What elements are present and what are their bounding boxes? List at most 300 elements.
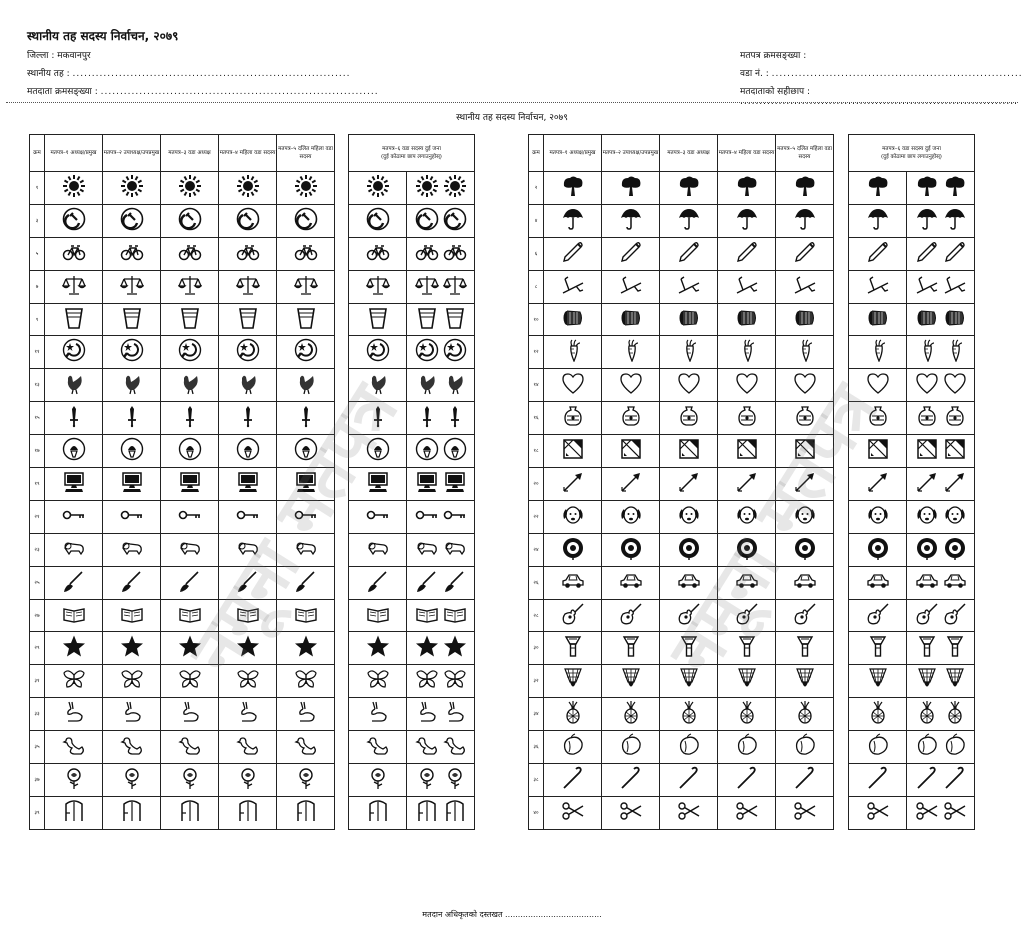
serial-number: २ — [529, 172, 544, 205]
vote-cell[interactable] — [219, 500, 277, 533]
vote-cell[interactable] — [349, 336, 407, 369]
bicycle-icon — [294, 249, 318, 268]
vote-cell[interactable] — [161, 731, 219, 764]
vote-cell[interactable] — [45, 468, 103, 501]
vote-cell[interactable] — [277, 172, 335, 205]
vote-cell[interactable] — [219, 237, 277, 270]
vote-cell[interactable] — [219, 336, 277, 369]
vote-cell[interactable] — [849, 599, 907, 632]
vote-cell[interactable] — [349, 599, 407, 632]
vote-cell[interactable] — [219, 369, 277, 402]
vote-cell-double[interactable] — [907, 303, 975, 336]
vote-cell-double[interactable] — [907, 599, 975, 632]
vote-cell[interactable] — [776, 698, 834, 731]
vote-cell[interactable] — [602, 796, 660, 829]
vote-cell[interactable] — [776, 632, 834, 665]
vote-cell[interactable] — [718, 566, 776, 599]
vote-cell-double[interactable] — [407, 566, 475, 599]
vote-cell[interactable] — [660, 500, 718, 533]
vote-cell[interactable] — [718, 336, 776, 369]
vote-cell[interactable] — [45, 270, 103, 303]
vote-cell[interactable] — [602, 468, 660, 501]
vote-cell[interactable] — [849, 468, 907, 501]
vote-cell[interactable] — [161, 698, 219, 731]
vote-cell-double[interactable] — [907, 468, 975, 501]
vote-cell[interactable] — [544, 698, 602, 731]
vote-cell-double[interactable] — [907, 402, 975, 435]
vote-cell[interactable] — [349, 698, 407, 731]
tree-icon — [943, 183, 967, 202]
tree-icon — [561, 183, 585, 202]
vote-cell[interactable] — [277, 764, 335, 797]
vote-cell[interactable] — [849, 435, 907, 468]
vote-cell[interactable] — [219, 764, 277, 797]
vote-cell-double[interactable] — [907, 665, 975, 698]
vote-cell[interactable] — [45, 402, 103, 435]
vote-cell[interactable] — [718, 698, 776, 731]
vote-cell[interactable] — [718, 665, 776, 698]
vote-cell-double[interactable] — [407, 632, 475, 665]
vote-cell[interactable] — [277, 632, 335, 665]
vote-cell[interactable] — [277, 435, 335, 468]
vote-cell[interactable] — [602, 402, 660, 435]
vote-cell[interactable] — [660, 566, 718, 599]
vote-cell[interactable] — [161, 237, 219, 270]
vote-cell[interactable] — [660, 270, 718, 303]
vote-cell[interactable] — [660, 468, 718, 501]
vote-cell[interactable] — [849, 533, 907, 566]
vote-cell[interactable] — [349, 270, 407, 303]
vote-cell[interactable] — [602, 599, 660, 632]
vote-cell[interactable] — [219, 566, 277, 599]
vote-cell[interactable] — [219, 303, 277, 336]
vote-cell[interactable] — [45, 237, 103, 270]
vote-cell[interactable] — [103, 500, 161, 533]
vote-cell[interactable] — [849, 369, 907, 402]
vote-cell[interactable] — [544, 731, 602, 764]
vote-cell[interactable] — [776, 468, 834, 501]
vote-cell[interactable] — [45, 435, 103, 468]
vote-cell[interactable] — [776, 566, 834, 599]
vote-cell[interactable] — [660, 665, 718, 698]
vote-cell-double[interactable] — [907, 698, 975, 731]
vote-cell[interactable] — [849, 566, 907, 599]
vote-cell[interactable] — [776, 237, 834, 270]
vote-cell[interactable] — [602, 731, 660, 764]
vote-cell[interactable] — [849, 698, 907, 731]
vote-cell[interactable] — [718, 402, 776, 435]
vote-cell[interactable] — [849, 665, 907, 698]
vote-cell[interactable] — [103, 665, 161, 698]
vote-cell[interactable] — [349, 468, 407, 501]
vote-cell[interactable] — [602, 204, 660, 237]
vote-cell[interactable] — [45, 369, 103, 402]
vote-cell[interactable] — [161, 435, 219, 468]
vote-cell[interactable] — [161, 566, 219, 599]
vote-cell[interactable] — [103, 731, 161, 764]
vote-cell[interactable] — [277, 796, 335, 829]
vote-cell[interactable] — [544, 665, 602, 698]
vote-cell[interactable] — [45, 303, 103, 336]
vote-cell[interactable] — [219, 731, 277, 764]
vote-cell[interactable] — [660, 369, 718, 402]
vote-cell[interactable] — [660, 764, 718, 797]
plough-icon — [677, 282, 701, 301]
vote-cell[interactable] — [161, 402, 219, 435]
vote-cell[interactable] — [219, 599, 277, 632]
vote-cell-double[interactable] — [407, 204, 475, 237]
vote-cell[interactable] — [849, 632, 907, 665]
vote-cell[interactable] — [277, 204, 335, 237]
vote-cell[interactable] — [718, 270, 776, 303]
vote-cell[interactable] — [660, 533, 718, 566]
vote-cell[interactable] — [544, 303, 602, 336]
vote-cell[interactable] — [776, 369, 834, 402]
vote-cell[interactable] — [544, 270, 602, 303]
vote-cell[interactable] — [103, 270, 161, 303]
vote-cell[interactable] — [277, 665, 335, 698]
vote-cell[interactable] — [660, 237, 718, 270]
vote-cell[interactable] — [544, 632, 602, 665]
vote-cell[interactable] — [849, 270, 907, 303]
vote-cell[interactable] — [349, 665, 407, 698]
vote-cell[interactable] — [849, 402, 907, 435]
vote-cell[interactable] — [776, 303, 834, 336]
vote-cell[interactable] — [277, 402, 335, 435]
vote-cell[interactable] — [161, 172, 219, 205]
vote-cell[interactable] — [602, 566, 660, 599]
vote-cell[interactable] — [544, 796, 602, 829]
vote-cell[interactable] — [45, 599, 103, 632]
vote-cell[interactable] — [45, 204, 103, 237]
vote-cell-double[interactable] — [407, 336, 475, 369]
vote-cell[interactable] — [349, 764, 407, 797]
key-icon — [236, 512, 260, 531]
vote-cell[interactable] — [660, 303, 718, 336]
vote-cell[interactable] — [161, 303, 219, 336]
vote-cell[interactable] — [349, 796, 407, 829]
vote-cell[interactable] — [277, 599, 335, 632]
vote-cell[interactable] — [161, 336, 219, 369]
vote-cell[interactable] — [219, 665, 277, 698]
vote-cell[interactable] — [277, 698, 335, 731]
vote-cell[interactable] — [602, 533, 660, 566]
vote-cell[interactable] — [103, 468, 161, 501]
vote-cell[interactable] — [544, 764, 602, 797]
vote-cell[interactable] — [602, 237, 660, 270]
vote-cell-double[interactable] — [907, 369, 975, 402]
mango-icon — [915, 742, 939, 761]
vote-cell[interactable] — [349, 435, 407, 468]
vote-cell[interactable] — [660, 402, 718, 435]
vote-cell-double[interactable] — [407, 665, 475, 698]
vote-cell[interactable] — [602, 500, 660, 533]
vote-cell[interactable] — [849, 796, 907, 829]
vote-cell[interactable] — [602, 369, 660, 402]
pot-icon — [561, 413, 585, 432]
vote-cell[interactable] — [776, 204, 834, 237]
vote-cell[interactable] — [602, 764, 660, 797]
vote-cell[interactable] — [103, 796, 161, 829]
vote-cell[interactable] — [849, 204, 907, 237]
vote-cell[interactable] — [718, 599, 776, 632]
vote-cell[interactable] — [776, 402, 834, 435]
vote-cell-double[interactable] — [407, 369, 475, 402]
vote-cell[interactable] — [718, 533, 776, 566]
vote-cell[interactable] — [103, 172, 161, 205]
vote-cell[interactable] — [718, 172, 776, 205]
vote-cell[interactable] — [776, 731, 834, 764]
vote-cell[interactable] — [219, 402, 277, 435]
butterfly-icon — [62, 676, 86, 695]
vote-cell[interactable] — [45, 698, 103, 731]
vote-cell[interactable] — [544, 172, 602, 205]
vote-cell[interactable] — [849, 303, 907, 336]
vote-cell[interactable] — [277, 270, 335, 303]
vote-cell[interactable] — [776, 796, 834, 829]
vote-cell[interactable] — [718, 204, 776, 237]
vote-cell[interactable] — [45, 566, 103, 599]
vote-cell[interactable] — [602, 172, 660, 205]
vote-cell-double[interactable] — [907, 435, 975, 468]
vote-cell[interactable] — [602, 698, 660, 731]
vote-cell[interactable] — [161, 369, 219, 402]
vote-cell-double[interactable] — [907, 204, 975, 237]
vote-cell[interactable] — [349, 402, 407, 435]
vote-cell[interactable] — [849, 500, 907, 533]
vote-cell[interactable] — [718, 632, 776, 665]
vote-cell[interactable] — [776, 172, 834, 205]
vote-cell[interactable] — [718, 369, 776, 402]
ballot-4-header: मतपत्र–४ महिला वडा सदस्य — [718, 135, 776, 172]
vote-cell[interactable] — [103, 303, 161, 336]
vote-cell[interactable] — [103, 632, 161, 665]
vote-cell[interactable] — [219, 632, 277, 665]
vote-cell[interactable] — [161, 533, 219, 566]
vote-cell-double[interactable] — [407, 172, 475, 205]
vote-cell[interactable] — [349, 731, 407, 764]
vote-cell[interactable] — [776, 599, 834, 632]
vote-cell[interactable] — [776, 435, 834, 468]
serial-number: २४ — [529, 533, 544, 566]
vote-cell[interactable] — [602, 632, 660, 665]
vote-cell[interactable] — [349, 237, 407, 270]
vote-cell[interactable] — [45, 336, 103, 369]
vote-cell-double[interactable] — [907, 270, 975, 303]
vote-cell[interactable] — [219, 204, 277, 237]
vote-cell[interactable] — [349, 566, 407, 599]
vote-cell[interactable] — [602, 270, 660, 303]
vote-cell-double[interactable] — [407, 599, 475, 632]
vote-cell[interactable] — [660, 698, 718, 731]
vote-cell[interactable] — [544, 468, 602, 501]
vote-cell[interactable] — [349, 533, 407, 566]
vote-cell-double[interactable] — [407, 764, 475, 797]
vote-cell[interactable] — [103, 402, 161, 435]
vote-cell[interactable] — [776, 533, 834, 566]
vote-cell[interactable] — [349, 632, 407, 665]
vote-cell[interactable] — [45, 632, 103, 665]
vote-cell-double[interactable] — [407, 731, 475, 764]
vote-cell[interactable] — [45, 796, 103, 829]
vote-cell[interactable] — [277, 500, 335, 533]
vote-cell[interactable] — [103, 698, 161, 731]
vote-cell[interactable] — [277, 566, 335, 599]
vote-cell-double[interactable] — [907, 172, 975, 205]
vote-cell[interactable] — [103, 204, 161, 237]
vote-cell[interactable] — [349, 500, 407, 533]
vote-cell[interactable] — [776, 270, 834, 303]
vote-cell[interactable] — [660, 204, 718, 237]
vote-cell[interactable] — [277, 336, 335, 369]
vote-cell[interactable] — [718, 303, 776, 336]
heart-icon — [793, 380, 817, 399]
vote-cell[interactable] — [45, 731, 103, 764]
vote-cell[interactable] — [660, 172, 718, 205]
vote-cell[interactable] — [349, 172, 407, 205]
vote-cell-double[interactable] — [907, 632, 975, 665]
vote-cell[interactable] — [718, 731, 776, 764]
vote-cell[interactable] — [103, 599, 161, 632]
vote-cell[interactable] — [277, 237, 335, 270]
vote-cell-double[interactable] — [407, 468, 475, 501]
vote-cell[interactable] — [349, 369, 407, 402]
vote-cell-double[interactable] — [907, 336, 975, 369]
vote-cell[interactable] — [103, 369, 161, 402]
vote-cell[interactable] — [718, 237, 776, 270]
vote-cell[interactable] — [849, 731, 907, 764]
vote-cell[interactable] — [103, 237, 161, 270]
vote-cell[interactable] — [544, 336, 602, 369]
vote-cell[interactable] — [161, 764, 219, 797]
vote-cell-double[interactable] — [407, 435, 475, 468]
vote-cell[interactable] — [45, 172, 103, 205]
vote-cell[interactable] — [602, 665, 660, 698]
vote-cell[interactable] — [776, 336, 834, 369]
vote-cell[interactable] — [219, 270, 277, 303]
vote-cell[interactable] — [660, 731, 718, 764]
vote-cell[interactable] — [219, 796, 277, 829]
vote-cell[interactable] — [45, 533, 103, 566]
vote-cell[interactable] — [219, 698, 277, 731]
vote-cell[interactable] — [544, 599, 602, 632]
vote-cell[interactable] — [349, 303, 407, 336]
vote-cell[interactable] — [660, 632, 718, 665]
vote-cell[interactable] — [849, 336, 907, 369]
vote-cell[interactable] — [161, 468, 219, 501]
vote-cell[interactable] — [660, 336, 718, 369]
vote-cell[interactable] — [161, 270, 219, 303]
vote-cell[interactable] — [849, 237, 907, 270]
vote-cell[interactable] — [161, 599, 219, 632]
vote-cell[interactable] — [544, 402, 602, 435]
vote-cell[interactable] — [45, 764, 103, 797]
vote-cell[interactable] — [718, 468, 776, 501]
vote-cell[interactable] — [718, 435, 776, 468]
vote-cell-double[interactable] — [907, 533, 975, 566]
ballot-6-title: मतपत्र–६ वडा सदस्य दुई जना — [382, 146, 441, 152]
vote-cell[interactable] — [161, 500, 219, 533]
vote-cell[interactable] — [103, 435, 161, 468]
vote-cell-double[interactable] — [407, 500, 475, 533]
vote-cell[interactable] — [602, 303, 660, 336]
vote-cell-double[interactable] — [407, 402, 475, 435]
vote-cell[interactable] — [103, 764, 161, 797]
vote-cell[interactable] — [103, 533, 161, 566]
vote-cell[interactable] — [849, 764, 907, 797]
vote-cell[interactable] — [161, 204, 219, 237]
vote-cell[interactable] — [776, 764, 834, 797]
ballot-6-note: (दुई कोठामा छाप लगाउनुहोस्) — [381, 154, 442, 160]
vote-cell-double[interactable] — [407, 270, 475, 303]
vote-cell[interactable] — [45, 665, 103, 698]
vote-cell[interactable] — [544, 500, 602, 533]
vote-cell[interactable] — [544, 566, 602, 599]
vote-cell[interactable] — [219, 468, 277, 501]
vote-cell[interactable] — [602, 336, 660, 369]
vote-cell[interactable] — [161, 796, 219, 829]
vote-cell[interactable] — [277, 369, 335, 402]
sun-icon — [178, 183, 202, 202]
vote-cell-double[interactable] — [407, 237, 475, 270]
vote-cell[interactable] — [544, 533, 602, 566]
vote-cell-double[interactable] — [907, 500, 975, 533]
vote-cell-double[interactable] — [907, 237, 975, 270]
gate-icon — [294, 808, 318, 827]
vote-cell[interactable] — [103, 336, 161, 369]
vote-cell[interactable] — [161, 632, 219, 665]
vote-cell-double[interactable] — [407, 796, 475, 829]
vote-cell[interactable] — [660, 796, 718, 829]
vote-cell[interactable] — [544, 369, 602, 402]
vote-cell[interactable] — [660, 435, 718, 468]
vote-cell[interactable] — [277, 731, 335, 764]
vote-cell[interactable] — [544, 204, 602, 237]
vote-cell[interactable] — [103, 566, 161, 599]
dog-icon — [677, 512, 701, 531]
lion-icon — [236, 545, 260, 564]
vote-cell[interactable] — [776, 665, 834, 698]
vote-cell[interactable] — [219, 435, 277, 468]
vote-cell[interactable] — [161, 665, 219, 698]
sword-icon — [366, 413, 390, 432]
vote-cell-double[interactable] — [407, 698, 475, 731]
vote-cell[interactable] — [602, 435, 660, 468]
vote-cell[interactable] — [45, 500, 103, 533]
vote-cell[interactable] — [849, 172, 907, 205]
vote-cell[interactable] — [544, 435, 602, 468]
vote-cell[interactable] — [277, 303, 335, 336]
vote-cell[interactable] — [718, 500, 776, 533]
vote-cell[interactable] — [219, 172, 277, 205]
vote-cell-double[interactable] — [407, 533, 475, 566]
vote-cell[interactable] — [718, 764, 776, 797]
vote-cell-double[interactable] — [907, 566, 975, 599]
vote-cell-double[interactable] — [907, 796, 975, 829]
vote-cell[interactable] — [660, 599, 718, 632]
vote-cell[interactable] — [277, 533, 335, 566]
kite-icon — [943, 446, 967, 465]
vote-cell[interactable] — [544, 237, 602, 270]
vote-cell[interactable] — [277, 468, 335, 501]
vote-cell-double[interactable] — [907, 731, 975, 764]
vote-cell[interactable] — [219, 533, 277, 566]
vote-cell-double[interactable] — [407, 303, 475, 336]
vote-cell[interactable] — [349, 204, 407, 237]
vote-cell-double[interactable] — [907, 764, 975, 797]
vote-cell[interactable] — [718, 796, 776, 829]
vote-cell[interactable] — [776, 500, 834, 533]
